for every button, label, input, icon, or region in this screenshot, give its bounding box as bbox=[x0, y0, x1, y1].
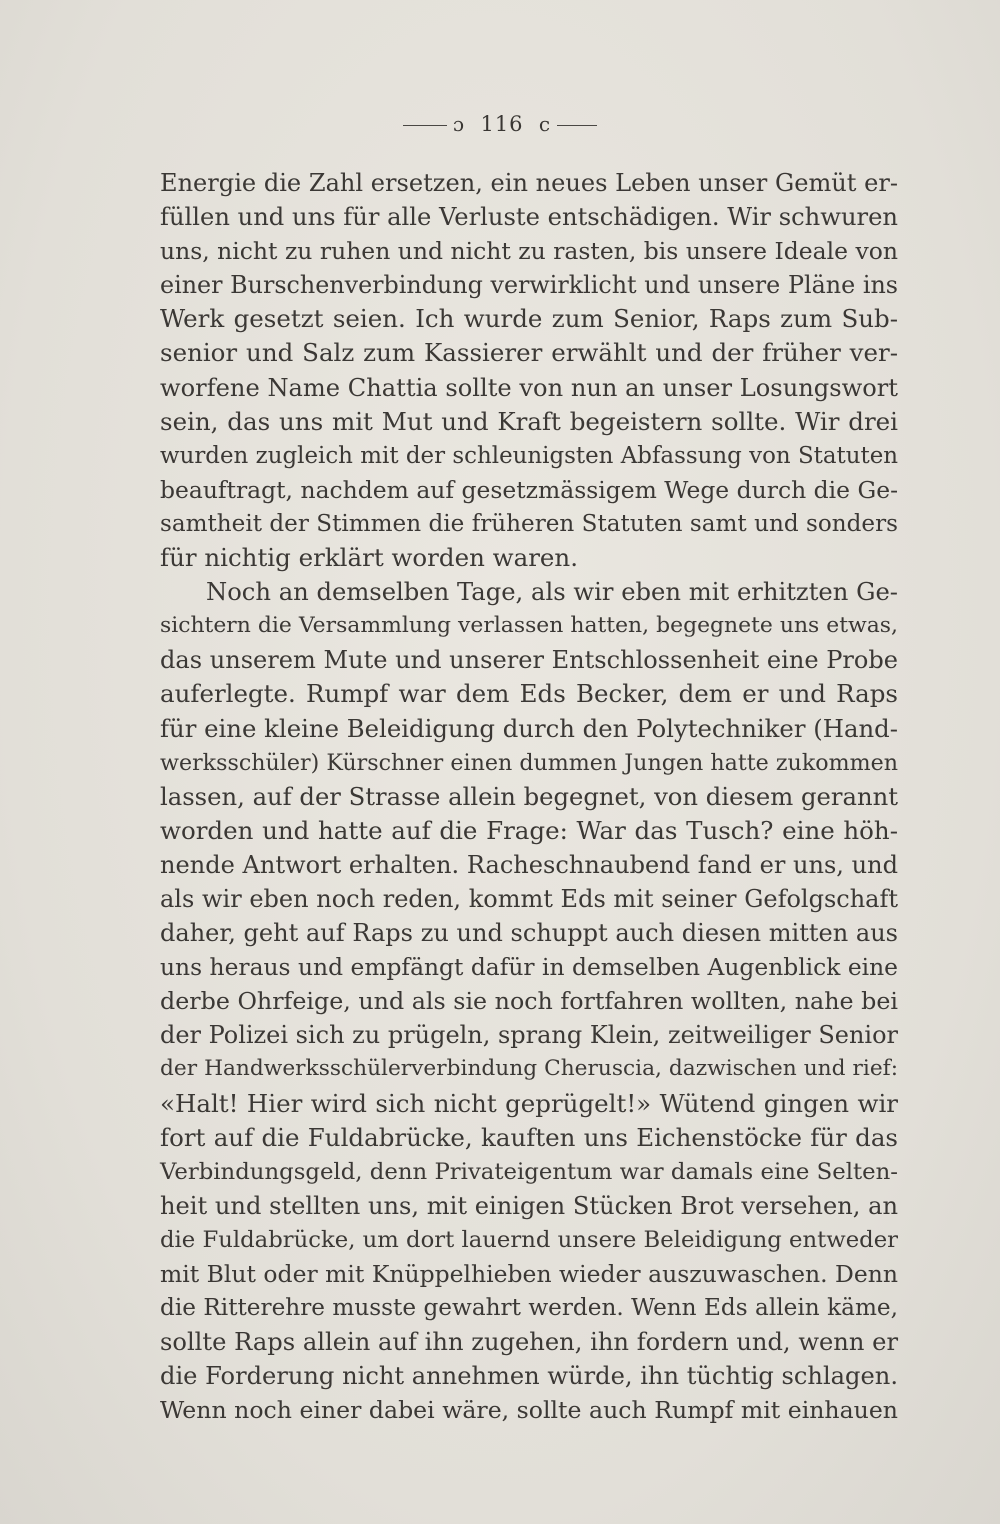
text-line: die Fuldabrücke, um dort lauernd unsere Beleidigung entweder bbox=[160, 1226, 898, 1253]
text-line: einer Burschenverbindung verwirklicht und unsere Pläne ins bbox=[160, 271, 898, 300]
header-ornament-left: ɔ bbox=[452, 112, 466, 136]
text-line: nende Antwort erhalten. Racheschnaubend fand er uns, und bbox=[160, 850, 898, 879]
text-line: sollte Raps allein auf ihn zugehen, ihn fordern und, wenn er bbox=[160, 1328, 898, 1357]
text-line: als wir eben noch reden, kommt Eds mit seiner Gefolgschaft bbox=[160, 884, 898, 913]
text-line: uns heraus und empfängt dafür in demselben Augenblick eine bbox=[160, 953, 898, 982]
text-line: für nichtig erklärt worden waren. bbox=[160, 543, 578, 573]
text-line: daher, geht auf Raps zu und schuppt auch diesen mitten aus bbox=[160, 919, 898, 948]
text-line: der Handwerksschülerverbindung Cheruscia, dazwischen und rief: bbox=[160, 1056, 898, 1082]
text-line: Werk gesetzt seien. Ich wurde zum Senior, Raps zum Sub- bbox=[160, 304, 898, 334]
header-rule-left bbox=[403, 125, 447, 126]
text-line: der Polizei sich zu prügeln, sprang Klein, zeitweiliger Senior bbox=[160, 1021, 898, 1050]
text-line: senior und Salz zum Kassierer erwählt und der früher ver- bbox=[160, 338, 898, 368]
text-line: wurden zugleich mit der schleunigsten Abfassung von Statuten bbox=[160, 442, 898, 469]
text-line: für eine kleine Beleidigung durch den Polytechniker (Hand- bbox=[160, 713, 898, 743]
text-line: die Ritterehre musste gewahrt werden. Wenn Eds allein käme, bbox=[160, 1294, 898, 1322]
text-line: derbe Ohrfeige, und als sie noch fortfahren wollten, nahe bei bbox=[160, 987, 898, 1016]
paragraph-2 bbox=[160, 575, 898, 1427]
page-number: 116 bbox=[480, 112, 524, 136]
text-line: samtheit der Stimmen die früheren Statuten samt und sonders bbox=[160, 510, 898, 537]
text-line: sein, das uns mit Mut und Kraft begeistern sollte. Wir drei bbox=[160, 406, 898, 436]
text-line: das unserem Mute und unserer Entschlossenheit eine Probe bbox=[160, 646, 898, 675]
text-line: Noch an demselben Tage, als wir eben mit erhitzten Ge- bbox=[206, 578, 898, 607]
paragraph-1 bbox=[160, 166, 898, 575]
text-line: «Halt! Hier wird sich nicht geprügelt!» Wütend gingen wir bbox=[160, 1088, 898, 1118]
text-line: fort auf die Fuldabrücke, kauften uns Eichenstöcke für das bbox=[160, 1122, 898, 1152]
text-line: Energie die Zahl ersetzen, ein neues Leben unser Gemüt er- bbox=[160, 169, 898, 197]
text-line: die Forderung nicht annehmen würde, ihn tüchtig schlagen. bbox=[160, 1362, 898, 1391]
text-line: beauftragt, nachdem auf gesetzmässigem Wege durch die Ge- bbox=[160, 475, 898, 504]
text-line: Verbindungsgeld, denn Privateigentum war damals eine Selten- bbox=[160, 1158, 898, 1185]
text-line: werksschüler) Kürschner einen dummen Jungen hatte zukommen bbox=[160, 749, 898, 776]
text-line: Wenn noch einer dabei wäre, sollte auch Rumpf mit einhauen bbox=[160, 1396, 898, 1425]
page-header bbox=[0, 112, 1000, 136]
body-text bbox=[160, 166, 898, 1427]
header-ornament-right: c bbox=[538, 112, 552, 136]
text-line: worden und hatte auf die Frage: War das Tusch? eine höh- bbox=[160, 815, 898, 845]
header-rule-right bbox=[557, 125, 597, 126]
text-line: worfene Name Chattia sollte von nun an unser Losungswort bbox=[160, 373, 898, 402]
text-line: uns, nicht zu ruhen und nicht zu rasten, bis unsere Ideale von bbox=[160, 237, 898, 266]
text-line: füllen und uns für alle Verluste entschädigen. Wir schwuren bbox=[160, 203, 898, 232]
text-line: sichtern die Versammlung verlassen hatten, begegnete uns etwas, bbox=[160, 613, 898, 639]
text-line: mit Blut oder mit Knüppelhieben wieder auszuwaschen. Denn bbox=[160, 1260, 898, 1288]
text-line: heit und stellten uns, mit einigen Stücken Brot versehen, an bbox=[160, 1191, 898, 1220]
text-line: auferlegte. Rumpf war dem Eds Becker, dem er und Raps bbox=[160, 679, 898, 709]
text-line: lassen, auf der Strasse allein begegnet, von diesem gerannt bbox=[160, 781, 898, 811]
